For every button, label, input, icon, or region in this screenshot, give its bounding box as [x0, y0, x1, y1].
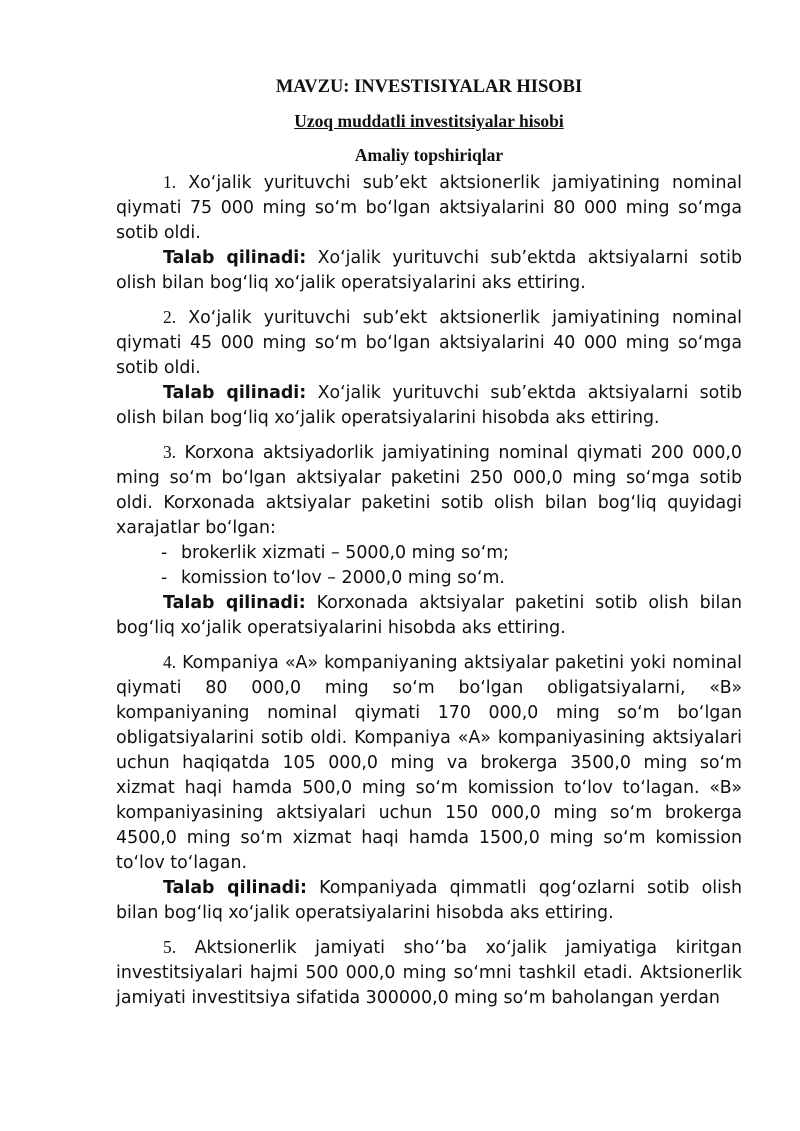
requirement-text: Kompaniyada qimmatli qog‘ozlarni sotib olish bilan bog‘liq xo‘jalik operatsiyalarini hisobda aks ettiring.	[116, 878, 742, 923]
expense-list	[116, 541, 742, 591]
requirement-label: Talab qilinadi:	[163, 878, 307, 898]
list-item: - komission to‘lov – 2000,0 ming so‘m.	[161, 566, 742, 591]
task-statement	[116, 440, 742, 541]
task-text: Xo‘jalik yurituvchi sub’ekt aktsionerlik jamiyatining nominal qiymati 45 000 ming so‘m bo‘lgan aktsiyalarini 40 000 ming so‘mga sotib oldi.	[116, 308, 742, 378]
task-3	[116, 440, 742, 641]
task-requirement	[116, 876, 742, 926]
task-number: 5.	[163, 937, 177, 957]
task-text: Korxona aktsiyadorlik jamiyatining nominal qiymati 200 000,0 ming so‘m bo‘lgan aktsiyalar paketini 250 000,0 ming so‘mga sotib oldi. Korxonada aktsiyalar paketini sotib olish bilan bog‘liq quyidagi xarajatlar bo‘lgan:	[116, 443, 742, 538]
task-1	[116, 170, 742, 296]
task-statement	[116, 650, 742, 876]
requirement-text: Korxonada aktsiyalar paketini sotib olish bilan bog‘liq xo‘jalik operatsiyalarini hisobda aks ettiring.	[116, 593, 742, 638]
task-requirement	[116, 381, 742, 431]
task-text: Aktsionerlik jamiyati sho‘’ba xo‘jalik jamiyatiga kiritgan investitsiyalari hajmi 500 000,0 ming so‘mni tashkil etadi. Aktsionerlik jamiyati investitsiya sifatida 300000,0 ming so‘m baholangan yerdan	[116, 938, 742, 1008]
requirement-label: Talab qilinadi:	[163, 593, 306, 613]
task-text: Kompaniya «A» kompaniyaning aktsiyalar paketini yoki nominal qiymati 80 000,0 ming so‘m bo‘lgan obligatsiyalarni, «B» kompaniyaning nominal qiymati 170 000,0 ming so‘m bo‘lgan obligatsiyalarini sotib oldi. Kompaniya «A» kompaniyasining aktsiyalari uchun haqiqatda 105 000,0 ming va brokerga 3500,0 ming so‘m xizmat haqi hamda 500,0 ming so‘m komission to‘lov to‘lagan. «B» kompaniyasining aktsiyalari uchun 150 000,0 ming so‘m brokerga 4500,0 ming so‘m xizmat haqi hamda 1500,0 ming so‘m komission to‘lov to‘lagan.	[116, 653, 743, 873]
task-5	[116, 935, 742, 1011]
requirement-label: Talab qilinadi:	[163, 248, 307, 268]
task-4	[116, 650, 742, 926]
task-statement	[116, 935, 742, 1011]
task-number: 1.	[163, 172, 177, 192]
requirement-label: Talab qilinadi:	[163, 383, 307, 403]
document-page	[116, 76, 742, 1020]
task-statement	[116, 305, 742, 381]
task-number: 2.	[163, 307, 177, 327]
task-number: 4.	[163, 652, 177, 672]
document-subtitle: Uzoq muddatli investitsiyalar hisobi	[294, 111, 564, 131]
task-text: Xo‘jalik yurituvchi sub’ekt aktsionerlik jamiyatining nominal qiymati 75 000 ming so‘m bo‘lgan aktsiyalarini 80 000 ming so‘mga sotib oldi.	[116, 173, 742, 243]
task-requirement	[116, 591, 742, 641]
list-item: - brokerlik xizmati – 5000,0 ming so‘m;	[161, 541, 742, 566]
document-title: MAVZU: INVESTISIYALAR HISOBI	[275, 77, 583, 97]
section-heading: Amaliy topshiriqlar	[354, 145, 504, 165]
task-number: 3.	[163, 442, 177, 462]
task-requirement	[116, 246, 742, 296]
requirement-text: Xo‘jalik yurituvchi sub’ektda aktsiyalarni sotib olish bilan bog‘liq xo‘jalik operatsiyalarini aks ettiring.	[116, 248, 743, 293]
task-2	[116, 305, 742, 431]
requirement-text: Xo‘jalik yurituvchi sub’ektda aktsiyalarni sotib olish bilan bog‘liq xo‘jalik operatsiyalarini hisobda aks ettiring.	[116, 383, 743, 428]
task-statement	[116, 170, 742, 246]
